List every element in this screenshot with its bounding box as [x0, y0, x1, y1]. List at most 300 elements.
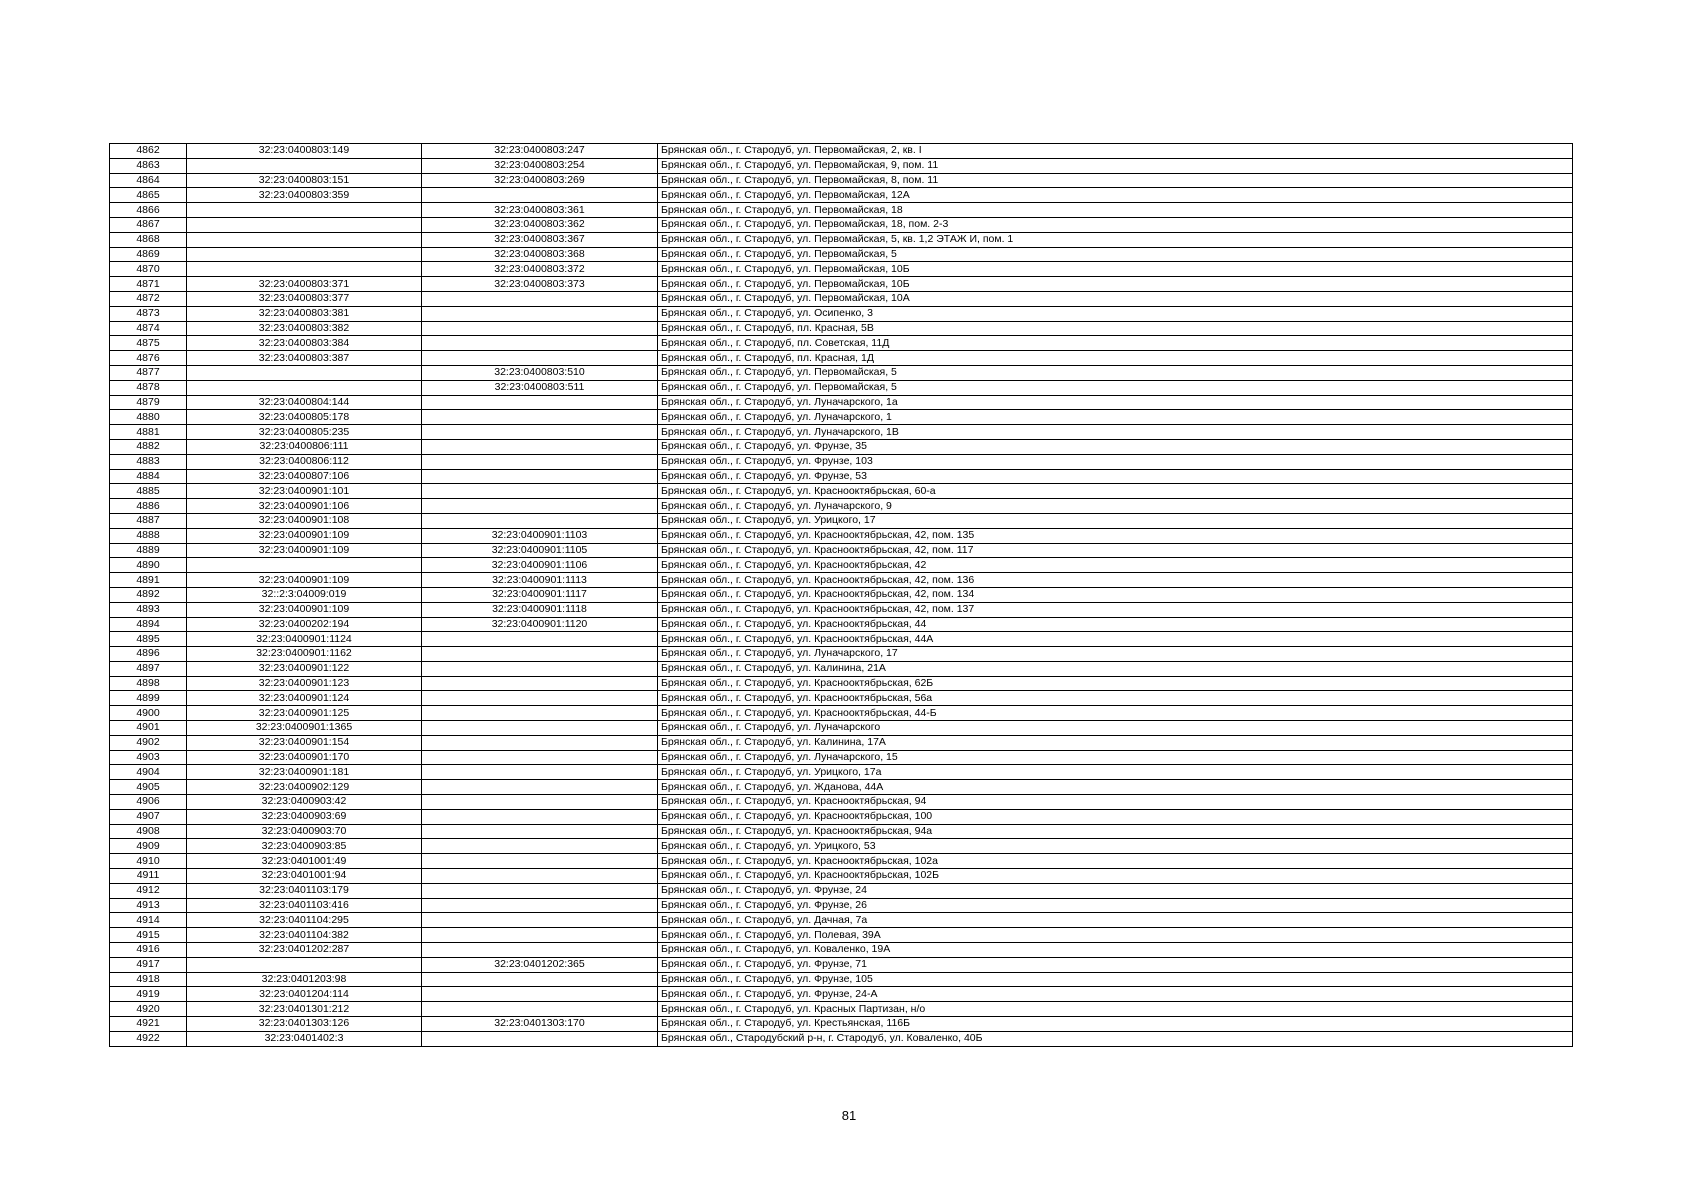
- object-cadastral-number-cell: [422, 291, 658, 306]
- cadastral-number-cell: 32:23:0400901:109: [187, 543, 422, 558]
- table-row: [110, 484, 1573, 499]
- cadastral-number-cell: 32:23:0400901:124: [187, 691, 422, 706]
- table-row: [110, 395, 1573, 410]
- object-cadastral-number-cell: [422, 972, 658, 987]
- row-number-cell: 4914: [110, 913, 187, 928]
- address-cell: Брянская обл., г. Стародуб, ул. Фрунзе, 103: [658, 454, 1573, 469]
- address-cell: Брянская обл., г. Стародуб, ул. Краснооктябрьская, 42, пом. 136: [658, 573, 1573, 588]
- row-number-cell: 4892: [110, 587, 187, 602]
- object-cadastral-number-cell: 32:23:0400803:361: [422, 203, 658, 218]
- address-cell: Брянская обл., г. Стародуб, ул. Урицкого, 53: [658, 839, 1573, 854]
- table-row: [110, 676, 1573, 691]
- object-cadastral-number-cell: 32:23:0400803:269: [422, 173, 658, 188]
- cadastral-number-cell: 32:23:0401402:3: [187, 1031, 422, 1046]
- object-cadastral-number-cell: 32:23:0400901:1118: [422, 602, 658, 617]
- address-cell: Брянская обл., г. Стародуб, ул. Первомайская, 8, пом. 11: [658, 173, 1573, 188]
- address-cell: Брянская обл., г. Стародуб, ул. Первомайская, 5, кв. 1,2 ЭТАЖ И, пом. 1: [658, 232, 1573, 247]
- row-number-cell: 4913: [110, 898, 187, 913]
- address-cell: Брянская обл., г. Стародуб, ул. Дачная, 7а: [658, 913, 1573, 928]
- object-cadastral-number-cell: [422, 1031, 658, 1046]
- address-cell: Брянская обл., г. Стародуб, ул. Фрунзе, 35: [658, 439, 1573, 454]
- table-row: [110, 558, 1573, 573]
- row-number-cell: 4871: [110, 277, 187, 292]
- object-cadastral-number-cell: 32:23:0401202:365: [422, 957, 658, 972]
- table-row: [110, 780, 1573, 795]
- cadastral-number-cell: 32:23:0401001:49: [187, 854, 422, 869]
- address-cell: Брянская обл., г. Стародуб, ул. Краснооктябрьская, 94а: [658, 824, 1573, 839]
- cadastral-number-cell: 32:23:0400903:85: [187, 839, 422, 854]
- object-cadastral-number-cell: [422, 336, 658, 351]
- row-number-cell: 4894: [110, 617, 187, 632]
- address-cell: Брянская обл., г. Стародуб, ул. Краснооктябрьская, 60-а: [658, 484, 1573, 499]
- cadastral-number-cell: 32:23:0401103:416: [187, 898, 422, 913]
- table-row: [110, 750, 1573, 765]
- table-row: [110, 883, 1573, 898]
- table-row: [110, 1017, 1573, 1032]
- cadastral-number-cell: 32:23:0400901:122: [187, 661, 422, 676]
- object-cadastral-number-cell: [422, 913, 658, 928]
- address-cell: Брянская обл., г. Стародуб, ул. Краснооктябрьская, 42, пом. 134: [658, 587, 1573, 602]
- row-number-cell: 4866: [110, 203, 187, 218]
- cadastral-number-cell: 32:23:0400901:101: [187, 484, 422, 499]
- object-cadastral-number-cell: 32:23:0400803:362: [422, 217, 658, 232]
- cadastral-number-cell: 32:23:0400803:371: [187, 277, 422, 292]
- row-number-cell: 4902: [110, 735, 187, 750]
- table-row: [110, 632, 1573, 647]
- table-row: [110, 188, 1573, 203]
- address-cell: Брянская обл., г. Стародуб, ул. Фрунзе, 24-А: [658, 987, 1573, 1002]
- object-cadastral-number-cell: [422, 454, 658, 469]
- row-number-cell: 4919: [110, 987, 187, 1002]
- row-number-cell: 4868: [110, 232, 187, 247]
- object-cadastral-number-cell: [422, 499, 658, 514]
- object-cadastral-number-cell: [422, 632, 658, 647]
- address-cell: Брянская обл., г. Стародуб, ул. Калинина, 21А: [658, 661, 1573, 676]
- row-number-cell: 4885: [110, 484, 187, 499]
- object-cadastral-number-cell: [422, 647, 658, 662]
- cadastral-number-cell: 32:23:0401104:382: [187, 928, 422, 943]
- row-number-cell: 4897: [110, 661, 187, 676]
- address-cell: Брянская обл., г. Стародуб, ул. Первомайская, 10Б: [658, 277, 1573, 292]
- row-number-cell: 4874: [110, 321, 187, 336]
- row-number-cell: 4904: [110, 765, 187, 780]
- cadastral-number-cell: [187, 158, 422, 173]
- row-number-cell: 4921: [110, 1017, 187, 1032]
- row-number-cell: 4872: [110, 291, 187, 306]
- row-number-cell: 4918: [110, 972, 187, 987]
- table-row: [110, 247, 1573, 262]
- address-cell: Брянская обл., г. Стародуб, ул. Калинина, 17А: [658, 735, 1573, 750]
- table-row: [110, 691, 1573, 706]
- table-body: [110, 144, 1573, 1047]
- row-number-cell: 4886: [110, 499, 187, 514]
- table-row: [110, 321, 1573, 336]
- table-row: [110, 706, 1573, 721]
- cadastral-number-cell: 32:23:0400803:382: [187, 321, 422, 336]
- object-cadastral-number-cell: [422, 869, 658, 884]
- table-row: [110, 306, 1573, 321]
- object-cadastral-number-cell: [422, 765, 658, 780]
- row-number-cell: 4884: [110, 469, 187, 484]
- object-cadastral-number-cell: [422, 809, 658, 824]
- cadastral-number-cell: 32:23:0400901:109: [187, 528, 422, 543]
- cadastral-number-cell: 32:23:0400901:109: [187, 602, 422, 617]
- object-cadastral-number-cell: 32:23:0400803:247: [422, 144, 658, 159]
- object-cadastral-number-cell: [422, 735, 658, 750]
- row-number-cell: 4883: [110, 454, 187, 469]
- table-row: [110, 469, 1573, 484]
- row-number-cell: 4865: [110, 188, 187, 203]
- object-cadastral-number-cell: [422, 469, 658, 484]
- address-cell: Брянская обл., г. Стародуб, ул. Краснооктябрьская, 100: [658, 809, 1573, 824]
- table-row: [110, 351, 1573, 366]
- address-cell: Брянская обл., г. Стародуб, ул. Первомайская, 18, пом. 2-3: [658, 217, 1573, 232]
- row-number-cell: 4890: [110, 558, 187, 573]
- address-cell: Брянская обл., г. Стародуб, ул. Краснооктябрьская, 44А: [658, 632, 1573, 647]
- cadastral-number-cell: [187, 558, 422, 573]
- object-cadastral-number-cell: 32:23:0400803:367: [422, 232, 658, 247]
- object-cadastral-number-cell: 32:23:0400803:254: [422, 158, 658, 173]
- cadastral-number-cell: 32:23:0400901:108: [187, 513, 422, 528]
- table-row: [110, 854, 1573, 869]
- row-number-cell: 4864: [110, 173, 187, 188]
- object-cadastral-number-cell: [422, 513, 658, 528]
- row-number-cell: 4912: [110, 883, 187, 898]
- row-number-cell: 4882: [110, 439, 187, 454]
- object-cadastral-number-cell: [422, 750, 658, 765]
- cadastral-number-cell: 32:23:0400806:112: [187, 454, 422, 469]
- address-cell: Брянская обл., г. Стародуб, ул. Краснооктябрьская, 44-Б: [658, 706, 1573, 721]
- cadastral-number-cell: 32:23:0401001:94: [187, 869, 422, 884]
- cadastral-number-cell: [187, 365, 422, 380]
- address-cell: Брянская обл., г. Стародуб, ул. Фрунзе, 53: [658, 469, 1573, 484]
- cadastral-number-cell: 32:23:0400901:181: [187, 765, 422, 780]
- table-row: [110, 987, 1573, 1002]
- cadastral-number-cell: 32:23:0401104:295: [187, 913, 422, 928]
- table-row: [110, 425, 1573, 440]
- table-row: [110, 928, 1573, 943]
- table-row: [110, 513, 1573, 528]
- table-row: [110, 410, 1573, 425]
- row-number-cell: 4891: [110, 573, 187, 588]
- row-number-cell: 4908: [110, 824, 187, 839]
- row-number-cell: 4875: [110, 336, 187, 351]
- cadastral-number-cell: 32:23:0400901:125: [187, 706, 422, 721]
- table-row: [110, 765, 1573, 780]
- address-cell: Брянская обл., г. Стародуб, ул. Первомайская, 10Б: [658, 262, 1573, 277]
- cadastral-table: [109, 143, 1573, 1047]
- table-row: [110, 795, 1573, 810]
- cadastral-number-cell: 32:23:0400901:1162: [187, 647, 422, 662]
- object-cadastral-number-cell: [422, 839, 658, 854]
- table-row: [110, 1031, 1573, 1046]
- cadastral-number-cell: 32:23:0400903:42: [187, 795, 422, 810]
- address-cell: Брянская обл., г. Стародуб, ул. Фрунзе, 24: [658, 883, 1573, 898]
- cadastral-number-cell: 32:23:0400901:1124: [187, 632, 422, 647]
- address-cell: Брянская обл., г. Стародуб, ул. Краснооктябрьская, 102а: [658, 854, 1573, 869]
- object-cadastral-number-cell: [422, 795, 658, 810]
- cadastral-number-cell: 32:23:0400806:111: [187, 439, 422, 454]
- row-number-cell: 4870: [110, 262, 187, 277]
- cadastral-number-cell: [187, 380, 422, 395]
- address-cell: Брянская обл., г. Стародуб, ул. Луначарского, 1а: [658, 395, 1573, 410]
- address-cell: Брянская обл., г. Стародуб, ул. Краснооктябрьская, 44: [658, 617, 1573, 632]
- cadastral-number-cell: [187, 217, 422, 232]
- row-number-cell: 4862: [110, 144, 187, 159]
- cadastral-number-cell: 32:23:0400901:123: [187, 676, 422, 691]
- table-row: [110, 203, 1573, 218]
- table-row: [110, 824, 1573, 839]
- address-cell: Брянская обл., г. Стародуб, пл. Красная, 5В: [658, 321, 1573, 336]
- table-row: [110, 158, 1573, 173]
- table-row: [110, 617, 1573, 632]
- cadastral-number-cell: [187, 262, 422, 277]
- cadastral-number-cell: 32:23:0400803:381: [187, 306, 422, 321]
- cadastral-number-cell: 32:23:0400804:144: [187, 395, 422, 410]
- object-cadastral-number-cell: 32:23:0400803:373: [422, 277, 658, 292]
- cadastral-number-cell: 32:23:0400901:170: [187, 750, 422, 765]
- table-row: [110, 647, 1573, 662]
- table-row: [110, 277, 1573, 292]
- object-cadastral-number-cell: [422, 676, 658, 691]
- object-cadastral-number-cell: 32:23:0400901:1105: [422, 543, 658, 558]
- address-cell: Брянская обл., г. Стародуб, ул. Луначарского, 1В: [658, 425, 1573, 440]
- address-cell: Брянская обл., г. Стародуб, ул. Первомайская, 5: [658, 365, 1573, 380]
- object-cadastral-number-cell: 32:23:0400901:1120: [422, 617, 658, 632]
- object-cadastral-number-cell: 32:23:0400901:1103: [422, 528, 658, 543]
- row-number-cell: 4869: [110, 247, 187, 262]
- row-number-cell: 4863: [110, 158, 187, 173]
- cadastral-number-cell: 32:23:0401303:126: [187, 1017, 422, 1032]
- cadastral-number-cell: 32:23:0400903:69: [187, 809, 422, 824]
- cadastral-number-cell: 32:23:0400202:194: [187, 617, 422, 632]
- object-cadastral-number-cell: [422, 691, 658, 706]
- object-cadastral-number-cell: [422, 706, 658, 721]
- row-number-cell: 4909: [110, 839, 187, 854]
- address-cell: Брянская обл., Стародубский р-н, г. Стародуб, ул. Коваленко, 40Б: [658, 1031, 1573, 1046]
- address-cell: Брянская обл., г. Стародуб, ул. Краснооктябрьская, 56а: [658, 691, 1573, 706]
- page-number: 81: [841, 1108, 857, 1123]
- object-cadastral-number-cell: [422, 395, 658, 410]
- row-number-cell: 4917: [110, 957, 187, 972]
- address-cell: Брянская обл., г. Стародуб, ул. Фрунзе, 105: [658, 972, 1573, 987]
- address-cell: Брянская обл., г. Стародуб, пл. Советская, 11Д: [658, 336, 1573, 351]
- cadastral-number-cell: 32:23:0400902:129: [187, 780, 422, 795]
- address-cell: Брянская обл., г. Стародуб, ул. Первомайская, 5: [658, 380, 1573, 395]
- table-row: [110, 528, 1573, 543]
- address-cell: Брянская обл., г. Стародуб, ул. Фрунзе, 26: [658, 898, 1573, 913]
- table-row: [110, 602, 1573, 617]
- cadastral-number-cell: 32:23:0400901:1365: [187, 721, 422, 736]
- table-row: [110, 839, 1573, 854]
- address-cell: Брянская обл., г. Стародуб, ул. Краснооктябрьская, 42, пом. 117: [658, 543, 1573, 558]
- table-row: [110, 365, 1573, 380]
- address-cell: Брянская обл., г. Стародуб, ул. Краснооктябрьская, 42, пом. 137: [658, 602, 1573, 617]
- address-cell: Брянская обл., г. Стародуб, ул. Полевая, 39А: [658, 928, 1573, 943]
- object-cadastral-number-cell: 32:23:0400803:510: [422, 365, 658, 380]
- object-cadastral-number-cell: 32:23:0400901:1113: [422, 573, 658, 588]
- table-row: [110, 336, 1573, 351]
- row-number-cell: 4911: [110, 869, 187, 884]
- object-cadastral-number-cell: [422, 854, 658, 869]
- cadastral-number-cell: 32:23:0400803:387: [187, 351, 422, 366]
- address-cell: Брянская обл., г. Стародуб, ул. Луначарского, 15: [658, 750, 1573, 765]
- table-row: [110, 957, 1573, 972]
- address-cell: Брянская обл., г. Стародуб, ул. Коваленко, 19А: [658, 943, 1573, 958]
- cadastral-number-cell: 32:23:0400807:106: [187, 469, 422, 484]
- address-cell: Брянская обл., г. Стародуб, ул. Краснооктябрьская, 42, пом. 135: [658, 528, 1573, 543]
- address-cell: Брянская обл., г. Стародуб, ул. Крестьянская, 116Б: [658, 1017, 1573, 1032]
- object-cadastral-number-cell: [422, 987, 658, 1002]
- object-cadastral-number-cell: [422, 661, 658, 676]
- object-cadastral-number-cell: [422, 898, 658, 913]
- table-row: [110, 454, 1573, 469]
- cadastral-number-cell: 32:23:0400803:359: [187, 188, 422, 203]
- cadastral-number-cell: [187, 957, 422, 972]
- table-row: [110, 380, 1573, 395]
- address-cell: Брянская обл., г. Стародуб, ул. Жданова, 44А: [658, 780, 1573, 795]
- object-cadastral-number-cell: [422, 1002, 658, 1017]
- row-number-cell: 4900: [110, 706, 187, 721]
- cadastral-number-cell: 32:23:0401202:287: [187, 943, 422, 958]
- table-row: [110, 1002, 1573, 1017]
- object-cadastral-number-cell: [422, 484, 658, 499]
- table-row: [110, 173, 1573, 188]
- address-cell: Брянская обл., г. Стародуб, ул. Краснооктябрьская, 42: [658, 558, 1573, 573]
- object-cadastral-number-cell: 32:23:0401303:170: [422, 1017, 658, 1032]
- table-row: [110, 543, 1573, 558]
- object-cadastral-number-cell: [422, 824, 658, 839]
- address-cell: Брянская обл., г. Стародуб, ул. Урицкого, 17: [658, 513, 1573, 528]
- cadastral-number-cell: 32:23:0400803:149: [187, 144, 422, 159]
- table-row: [110, 144, 1573, 159]
- row-number-cell: 4877: [110, 365, 187, 380]
- cadastral-number-cell: 32::2:3:04009:019: [187, 587, 422, 602]
- address-cell: Брянская обл., г. Стародуб, ул. Первомайская, 18: [658, 203, 1573, 218]
- table-row: [110, 809, 1573, 824]
- object-cadastral-number-cell: [422, 425, 658, 440]
- table-row: [110, 898, 1573, 913]
- cadastral-number-cell: 32:23:0400803:151: [187, 173, 422, 188]
- table-row: [110, 869, 1573, 884]
- row-number-cell: 4907: [110, 809, 187, 824]
- table-row: [110, 262, 1573, 277]
- address-cell: Брянская обл., г. Стародуб, ул. Осипенко, 3: [658, 306, 1573, 321]
- object-cadastral-number-cell: 32:23:0400803:511: [422, 380, 658, 395]
- cadastral-number-cell: [187, 203, 422, 218]
- address-cell: Брянская обл., г. Стародуб, ул. Краснооктябрьская, 62Б: [658, 676, 1573, 691]
- table-row: [110, 972, 1573, 987]
- table-row: [110, 661, 1573, 676]
- row-number-cell: 4873: [110, 306, 187, 321]
- table-row: [110, 735, 1573, 750]
- table-row: [110, 943, 1573, 958]
- object-cadastral-number-cell: [422, 188, 658, 203]
- object-cadastral-number-cell: [422, 321, 658, 336]
- cadastral-number-cell: 32:23:0400901:154: [187, 735, 422, 750]
- row-number-cell: 4867: [110, 217, 187, 232]
- row-number-cell: 4915: [110, 928, 187, 943]
- address-cell: Брянская обл., г. Стародуб, ул. Луначарского, 9: [658, 499, 1573, 514]
- object-cadastral-number-cell: [422, 351, 658, 366]
- address-cell: Брянская обл., г. Стародуб, пл. Красная, 1Д: [658, 351, 1573, 366]
- row-number-cell: 4888: [110, 528, 187, 543]
- cadastral-number-cell: 32:23:0401203:98: [187, 972, 422, 987]
- table-row: [110, 232, 1573, 247]
- object-cadastral-number-cell: [422, 928, 658, 943]
- cadastral-number-cell: 32:23:0401103:179: [187, 883, 422, 898]
- row-number-cell: 4878: [110, 380, 187, 395]
- cadastral-number-cell: 32:23:0401204:114: [187, 987, 422, 1002]
- cadastral-number-cell: 32:23:0400903:70: [187, 824, 422, 839]
- address-cell: Брянская обл., г. Стародуб, ул. Краснооктябрьская, 102Б: [658, 869, 1573, 884]
- row-number-cell: 4920: [110, 1002, 187, 1017]
- address-cell: Брянская обл., г. Стародуб, ул. Первомайская, 12А: [658, 188, 1573, 203]
- row-number-cell: 4889: [110, 543, 187, 558]
- object-cadastral-number-cell: 32:23:0400803:368: [422, 247, 658, 262]
- row-number-cell: 4880: [110, 410, 187, 425]
- row-number-cell: 4895: [110, 632, 187, 647]
- row-number-cell: 4906: [110, 795, 187, 810]
- cadastral-number-cell: 32:23:0400803:377: [187, 291, 422, 306]
- row-number-cell: 4910: [110, 854, 187, 869]
- object-cadastral-number-cell: [422, 410, 658, 425]
- address-cell: Брянская обл., г. Стародуб, ул. Красных Партизан, н/о: [658, 1002, 1573, 1017]
- row-number-cell: 4881: [110, 425, 187, 440]
- row-number-cell: 4898: [110, 676, 187, 691]
- cadastral-number-cell: 32:23:0400901:109: [187, 573, 422, 588]
- row-number-cell: 4901: [110, 721, 187, 736]
- object-cadastral-number-cell: 32:23:0400901:1117: [422, 587, 658, 602]
- object-cadastral-number-cell: 32:23:0400803:372: [422, 262, 658, 277]
- address-cell: Брянская обл., г. Стародуб, ул. Луначарского, 17: [658, 647, 1573, 662]
- row-number-cell: 4905: [110, 780, 187, 795]
- row-number-cell: 4922: [110, 1031, 187, 1046]
- row-number-cell: 4899: [110, 691, 187, 706]
- table-row: [110, 217, 1573, 232]
- address-cell: Брянская обл., г. Стародуб, ул. Урицкого, 17а: [658, 765, 1573, 780]
- table-row: [110, 439, 1573, 454]
- table-row: [110, 587, 1573, 602]
- row-number-cell: 4893: [110, 602, 187, 617]
- address-cell: Брянская обл., г. Стародуб, ул. Краснооктябрьская, 94: [658, 795, 1573, 810]
- address-cell: Брянская обл., г. Стародуб, ул. Первомайская, 10А: [658, 291, 1573, 306]
- cadastral-number-cell: 32:23:0400803:384: [187, 336, 422, 351]
- object-cadastral-number-cell: 32:23:0400901:1106: [422, 558, 658, 573]
- object-cadastral-number-cell: [422, 306, 658, 321]
- row-number-cell: 4879: [110, 395, 187, 410]
- cadastral-number-cell: [187, 247, 422, 262]
- cadastral-number-cell: 32:23:0400805:235: [187, 425, 422, 440]
- cadastral-number-cell: 32:23:0401301:212: [187, 1002, 422, 1017]
- table-row: [110, 291, 1573, 306]
- cadastral-number-cell: 32:23:0400901:106: [187, 499, 422, 514]
- address-cell: Брянская обл., г. Стародуб, ул. Фрунзе, 71: [658, 957, 1573, 972]
- object-cadastral-number-cell: [422, 439, 658, 454]
- row-number-cell: 4876: [110, 351, 187, 366]
- table-row: [110, 499, 1573, 514]
- row-number-cell: 4903: [110, 750, 187, 765]
- cadastral-number-cell: [187, 232, 422, 247]
- address-cell: Брянская обл., г. Стародуб, ул. Луначарского: [658, 721, 1573, 736]
- address-cell: Брянская обл., г. Стародуб, ул. Первомайская, 9, пом. 11: [658, 158, 1573, 173]
- cadastral-number-cell: 32:23:0400805:178: [187, 410, 422, 425]
- row-number-cell: 4916: [110, 943, 187, 958]
- table-row: [110, 721, 1573, 736]
- row-number-cell: 4887: [110, 513, 187, 528]
- object-cadastral-number-cell: [422, 943, 658, 958]
- address-cell: Брянская обл., г. Стародуб, ул. Луначарского, 1: [658, 410, 1573, 425]
